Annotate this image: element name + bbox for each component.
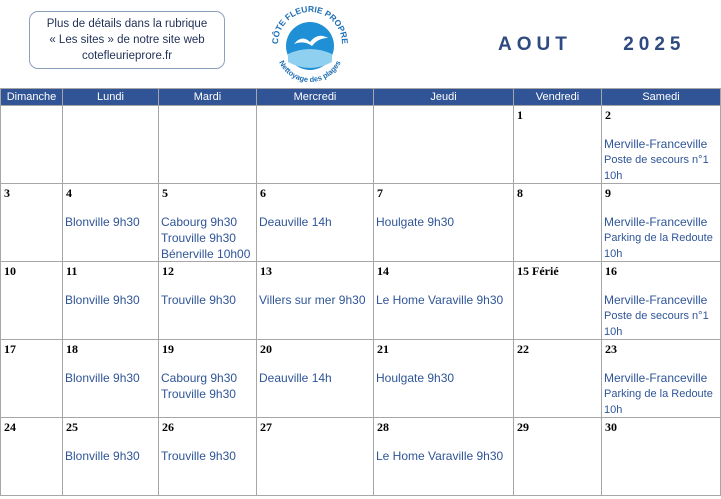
event-line: 10h: [604, 404, 623, 416]
event-line: Le Home Varaville 9h30: [376, 293, 504, 307]
event-line: Trouville 9h30: [161, 231, 236, 245]
day-cell[interactable]: [63, 418, 159, 496]
day-number: 14: [377, 264, 389, 278]
day-number: 22: [517, 342, 529, 356]
day-cell[interactable]: [374, 262, 514, 340]
event-block: [604, 136, 720, 184]
day-cell[interactable]: [257, 340, 374, 418]
day-cell[interactable]: [63, 340, 159, 418]
event-line: Trouville 9h30: [161, 449, 236, 463]
info-box: [29, 11, 225, 69]
event-block: [259, 370, 373, 386]
calendar-week-row: [1, 106, 721, 184]
day-cell[interactable]: [257, 262, 374, 340]
day-number: 17: [4, 342, 16, 356]
event-line: Trouville 9h30: [161, 293, 236, 307]
day-number: 16: [605, 264, 617, 278]
day-cell[interactable]: [602, 418, 721, 496]
day-number: 27: [260, 420, 272, 434]
info-line: « Les sites » de notre site web: [49, 34, 205, 46]
event-line: Blonville 9h30: [65, 293, 140, 307]
day-cell: [1, 106, 63, 184]
event-block: [376, 370, 513, 386]
calendar-week-row: [1, 262, 721, 340]
logo-top-text: CÔTE FLEURIE PROPRE: [269, 4, 351, 45]
day-number: 23: [605, 342, 617, 356]
day-cell[interactable]: [514, 418, 602, 496]
weekday-header: Mardi: [159, 89, 257, 106]
day-number: 20: [260, 342, 272, 356]
weekday-header: Lundi: [63, 89, 159, 106]
event-block: [259, 214, 373, 230]
day-number: 1: [517, 108, 523, 122]
day-number: 4: [66, 186, 72, 200]
event-line: Houlgate 9h30: [376, 371, 455, 385]
weekday-header: Samedi: [602, 89, 721, 106]
day-cell[interactable]: [514, 184, 602, 262]
logo-bottom-text: Nettoyage des plages: [277, 58, 343, 85]
day-cell[interactable]: [159, 340, 257, 418]
event-line: Blonville 9h30: [65, 449, 140, 463]
event-block: [161, 292, 256, 308]
event-block: [604, 292, 720, 340]
weekday-header: Vendredi: [514, 89, 602, 106]
event-line: Blonville 9h30: [65, 371, 140, 385]
event-line: Deauville 14h: [259, 215, 332, 229]
event-line: Le Home Varaville 9h30: [376, 449, 504, 463]
day-number: 9: [605, 186, 611, 200]
calendar-week-row: [1, 340, 721, 418]
day-number: 13: [260, 264, 272, 278]
event-block: [161, 370, 256, 402]
day-cell: [159, 106, 257, 184]
event-line: Cabourg 9h30: [161, 215, 238, 229]
weekday-header: Mercredi: [257, 89, 374, 106]
event-block: [604, 370, 720, 418]
event-line: Trouville 9h30: [161, 387, 236, 401]
event-line: Merville-Franceville: [604, 371, 708, 385]
day-cell[interactable]: [159, 262, 257, 340]
event-block: [65, 448, 158, 464]
event-line: 10h: [604, 326, 623, 338]
day-number: 18: [66, 342, 78, 356]
event-block: [259, 292, 373, 308]
event-line: 10h: [604, 170, 623, 182]
weekday-header-row: [1, 89, 721, 106]
event-line: Deauville 14h: [259, 371, 332, 385]
info-link[interactable]: cotefleurieprore.fr: [81, 50, 173, 62]
day-number: 12: [162, 264, 174, 278]
event-line: Poste de secours n°1: [604, 154, 709, 166]
event-line: Houlgate 9h30: [376, 215, 455, 229]
info-line: Plus de détails dans la rubrique: [46, 18, 208, 30]
weekday-header: Dimanche: [1, 89, 63, 106]
day-number: 21: [377, 342, 389, 356]
event-line: 10h: [604, 248, 623, 260]
day-cell[interactable]: [514, 262, 602, 340]
event-line: Parking de la Redoute: [604, 388, 713, 400]
calendar-week-row: [1, 418, 721, 496]
event-block: [65, 370, 158, 386]
event-line: Merville-Franceville: [604, 215, 708, 229]
event-block: [376, 214, 513, 230]
event-block: [161, 448, 256, 464]
day-cell[interactable]: [602, 340, 721, 418]
calendar-week-row: [1, 184, 721, 262]
event-block: [376, 292, 513, 308]
day-number: 8: [517, 186, 523, 200]
day-cell[interactable]: [159, 184, 257, 262]
day-number: 2: [605, 108, 611, 122]
day-cell: [257, 106, 374, 184]
day-number: 3: [4, 186, 10, 200]
day-number: 26: [162, 420, 174, 434]
day-cell[interactable]: [514, 106, 602, 184]
day-number: 29: [517, 420, 529, 434]
day-cell[interactable]: [514, 340, 602, 418]
day-cell[interactable]: [374, 340, 514, 418]
day-cell[interactable]: [1, 184, 63, 262]
event-line: Blonville 9h30: [65, 215, 140, 229]
day-number: 5: [162, 186, 168, 200]
day-number: 28: [377, 420, 389, 434]
day-cell[interactable]: [1, 262, 63, 340]
day-number: 11: [66, 264, 78, 278]
day-cell[interactable]: [257, 184, 374, 262]
day-cell[interactable]: [1, 418, 63, 496]
day-cell: [374, 106, 514, 184]
day-cell[interactable]: [374, 184, 514, 262]
day-cell[interactable]: [159, 418, 257, 496]
day-number: 19: [162, 342, 174, 356]
day-number: 25: [66, 420, 78, 434]
weekday-header: Jeudi: [374, 89, 514, 106]
day-number: 24: [4, 420, 16, 434]
event-line: Villers sur mer 9h30: [259, 293, 366, 307]
calendar-header: [0, 0, 721, 88]
month-title: AOUT 2025: [498, 34, 686, 55]
day-number: 30: [605, 420, 617, 434]
day-number: 15 Férié: [517, 264, 559, 278]
day-cell[interactable]: [602, 262, 721, 340]
event-line: Bénerville 10h00: [161, 247, 251, 261]
event-line: Cabourg 9h30: [161, 371, 238, 385]
day-cell[interactable]: [602, 184, 721, 262]
event-block: [376, 448, 513, 464]
event-block: [65, 292, 158, 308]
event-line: Merville-Franceville: [604, 293, 708, 307]
day-number: 7: [377, 186, 383, 200]
day-cell[interactable]: [63, 262, 159, 340]
day-cell[interactable]: [374, 418, 514, 496]
day-cell[interactable]: [1, 340, 63, 418]
calendar-grid: [0, 88, 721, 496]
day-cell[interactable]: [63, 184, 159, 262]
day-cell[interactable]: [602, 106, 721, 184]
event-line: Poste de secours n°1: [604, 310, 709, 322]
day-number: 10: [4, 264, 16, 278]
day-cell: [63, 106, 159, 184]
event-block: [65, 214, 158, 230]
day-number: 6: [260, 186, 266, 200]
day-cell[interactable]: [257, 418, 374, 496]
event-line: Parking de la Redoute: [604, 232, 713, 244]
event-block: [604, 214, 720, 262]
cote-fleurie-propre-logo: [268, 4, 352, 86]
event-line: Merville-Franceville: [604, 137, 708, 151]
event-block: [161, 214, 256, 262]
